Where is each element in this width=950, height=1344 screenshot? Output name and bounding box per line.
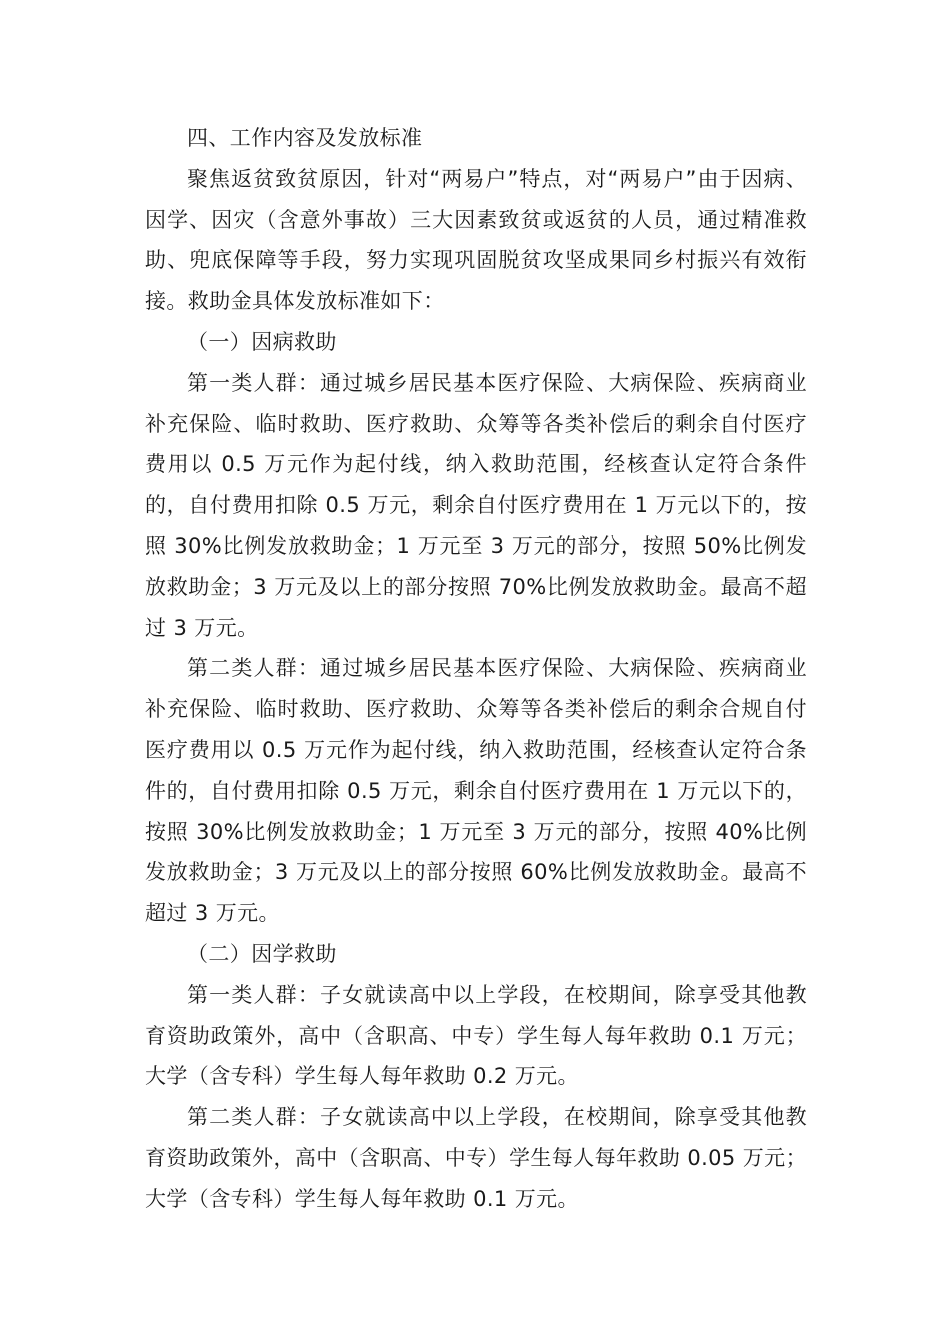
education-aid-group-2: 第二类人群：子女就读高中以上学段，在校期间，除享受其他教育资助政策外，高中（含职高、中专）学生每人每年救助 0.05 万元；大学（含专科）学生每人每年救助 0.1 万元。 [145,1105,807,1211]
section-heading: 四、工作内容及发放标准 [187,126,423,150]
education-aid-heading: （二）因学救助 [187,941,337,966]
intro-paragraph: 聚焦返贫致贫原因，针对“两易户”特点，对“两易户”由于因病、因学、因灾（含意外事故）三大因素致贫或返贫的人员，通过精准救助、兜底保障等手段，努力实现巩固脱贫攻坚成果同乡村振兴有效衔接。救助金具体发放标准如下： [145,166,807,314]
illness-aid-group-1: 第一类人群：通过城乡居民基本医疗保险、大病保险、疾病商业补充保险、临时救助、医疗救助、众筹等各类补偿后的剩余自付医疗费用以 0.5 万元作为起付线，纳入救助范围，经核查认定符合条件的，自付费用扣除 0.5 万元，剩余自付医疗费用在 1 万元以下的，按照 30%比例发放救助金；1 万元至 3 万元的部分，按照 50%比例发放救助金；3 万元及以上的部分按照 70%比例发放救助金。最高不超过 3 万元。 [145,370,807,640]
illness-aid-heading: （一）因病救助 [187,329,337,354]
education-aid-group-1: 第一类人群：子女就读高中以上学段，在校期间，除享受其他教育资助政策外，高中（含职高、中专）学生每人每年救助 0.1 万元；大学（含专科）学生每人每年救助 0.2 万元。 [145,982,807,1089]
illness-aid-group-2: 第二类人群：通过城乡居民基本医疗保险、大病保险、疾病商业补充保险、临时救助、医疗救助、众筹等各类补偿后的剩余合规自付医疗费用以 0.5 万元作为起付线，纳入救助范围，经核查认定符合条件的，自付费用扣除 0.5 万元，剩余自付医疗费用在 1 万元以下的，按照 30%比例发放救助金；1 万元至 3 万元的部分，按照 40%比例发放救助金；3 万元及以上的部分按照 60%比例发放救助金。最高不超过 3 万元。 [145,656,807,926]
document-body [145,118,807,1220]
